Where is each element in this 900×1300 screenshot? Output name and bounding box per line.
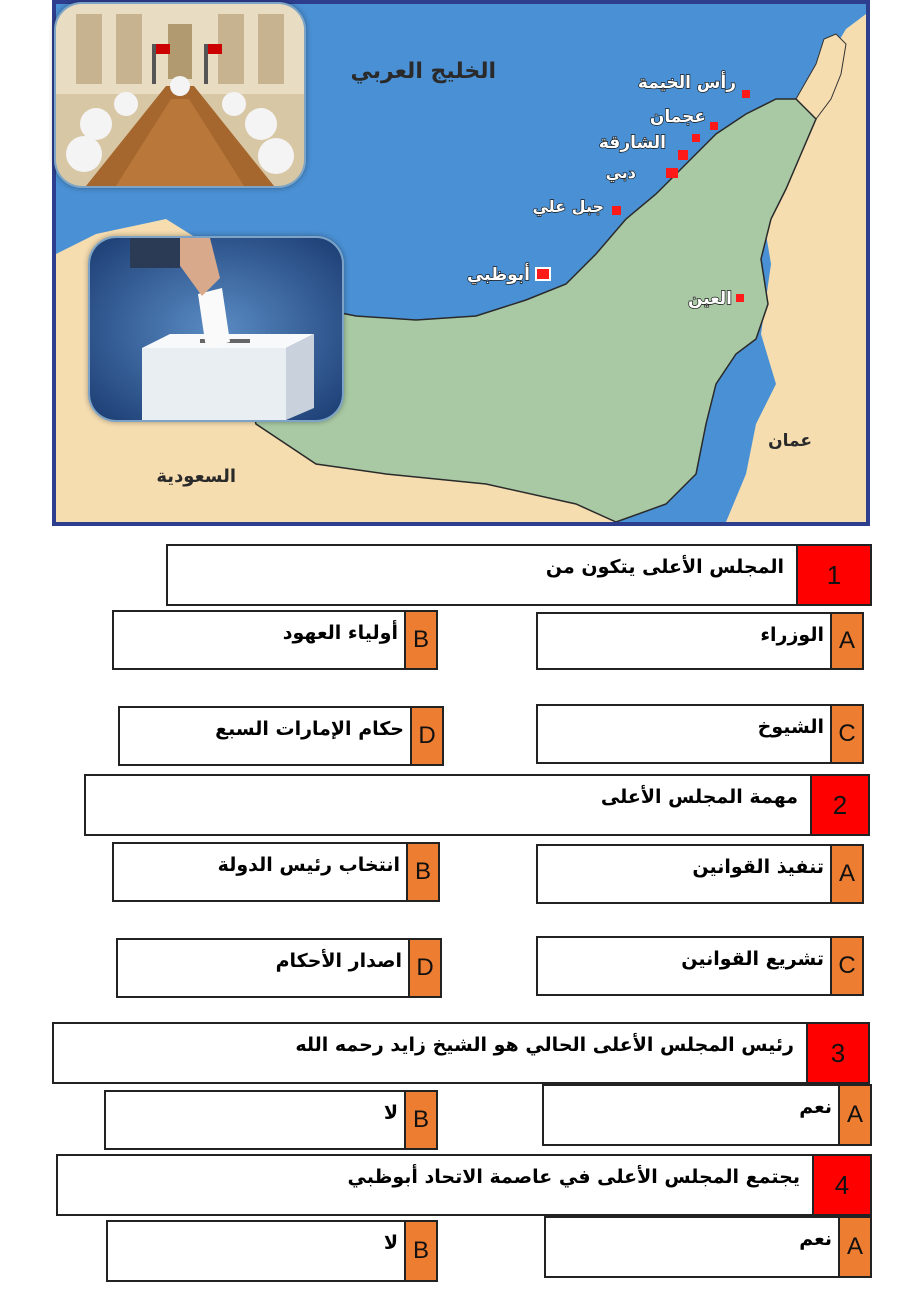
option-text: لا	[383, 1232, 398, 1254]
option-text: انتخاب رئيس الدولة	[217, 854, 400, 876]
option-letter: A	[830, 846, 862, 902]
option-3a[interactable]	[542, 1084, 872, 1146]
option-1b[interactable]	[112, 610, 438, 670]
question-text: يجتمع المجلس الأعلى في عاصمة الاتحاد أبوظبي	[347, 1166, 800, 1188]
option-2a[interactable]	[536, 844, 864, 904]
map-label-jebel-ali: جبل علي	[532, 197, 604, 216]
option-text: أولياء العهود	[282, 622, 398, 644]
city-marker	[742, 90, 750, 98]
city-marker	[666, 168, 678, 178]
question-number: 3	[806, 1024, 868, 1082]
question-text: رئيس المجلس الأعلى الحالي هو الشيخ زايد رحمه الله	[295, 1034, 794, 1056]
city-marker	[536, 268, 550, 280]
city-marker	[612, 206, 621, 215]
question-number: 1	[796, 546, 870, 604]
option-letter: A	[838, 1086, 870, 1144]
map-label-dubai: دبي	[605, 163, 636, 182]
city-marker	[678, 150, 688, 160]
option-text: لا	[383, 1102, 398, 1124]
map-label-ajman: عجمان	[649, 107, 706, 127]
city-marker	[710, 122, 718, 130]
map-label-oman: عمان	[768, 431, 812, 451]
map-label-sharjah: الشارقة	[598, 133, 666, 153]
option-2c[interactable]	[536, 936, 864, 996]
city-marker	[692, 134, 700, 142]
option-letter: B	[404, 1222, 436, 1280]
map-label-gulf: الخليج العربي	[350, 59, 496, 84]
option-text: تشريع القوانين	[681, 948, 824, 970]
map-label-ras-al-khaimah: رأس الخيمة	[637, 73, 736, 93]
option-1a[interactable]	[536, 612, 864, 670]
option-text: حكام الإمارات السبع	[215, 718, 404, 740]
question-text: مهمة المجلس الأعلى	[600, 786, 798, 808]
option-text: نعم	[799, 1228, 832, 1250]
option-2d[interactable]	[116, 938, 442, 998]
option-3b[interactable]	[104, 1090, 438, 1150]
question-text: المجلس الأعلى يتكون من	[545, 556, 784, 578]
option-text: الشيوخ	[757, 716, 824, 738]
option-text: تنفيذ القوانين	[692, 856, 824, 878]
map-label-abu-dhabi: أبوظبي	[466, 265, 530, 285]
option-letter: B	[406, 844, 438, 900]
question-4	[56, 1154, 872, 1216]
option-4a[interactable]	[544, 1216, 872, 1278]
option-letter: D	[410, 708, 442, 764]
option-text: الوزراء	[760, 624, 824, 646]
question-1	[166, 544, 872, 606]
question-3	[52, 1022, 870, 1084]
option-letter: C	[830, 706, 862, 762]
option-text: نعم	[799, 1096, 832, 1118]
question-number: 2	[810, 776, 868, 834]
option-letter: C	[830, 938, 862, 994]
ballot-box-photo	[88, 236, 344, 422]
option-letter: A	[830, 614, 862, 668]
map-label-al-ain: العين	[687, 289, 732, 309]
council-meeting-photo	[54, 2, 306, 188]
option-4b[interactable]	[106, 1220, 438, 1282]
option-2b[interactable]	[112, 842, 440, 902]
option-letter: B	[404, 612, 436, 668]
map-label-saudi: السعودية	[156, 466, 236, 487]
option-1c[interactable]	[536, 704, 864, 764]
question-number: 4	[812, 1156, 870, 1214]
option-letter: B	[404, 1092, 436, 1148]
option-letter: D	[408, 940, 440, 996]
option-letter: A	[838, 1218, 870, 1276]
question-2	[84, 774, 870, 836]
option-text: اصدار الأحكام	[275, 950, 402, 972]
option-1d[interactable]	[118, 706, 444, 766]
city-marker	[736, 294, 744, 302]
